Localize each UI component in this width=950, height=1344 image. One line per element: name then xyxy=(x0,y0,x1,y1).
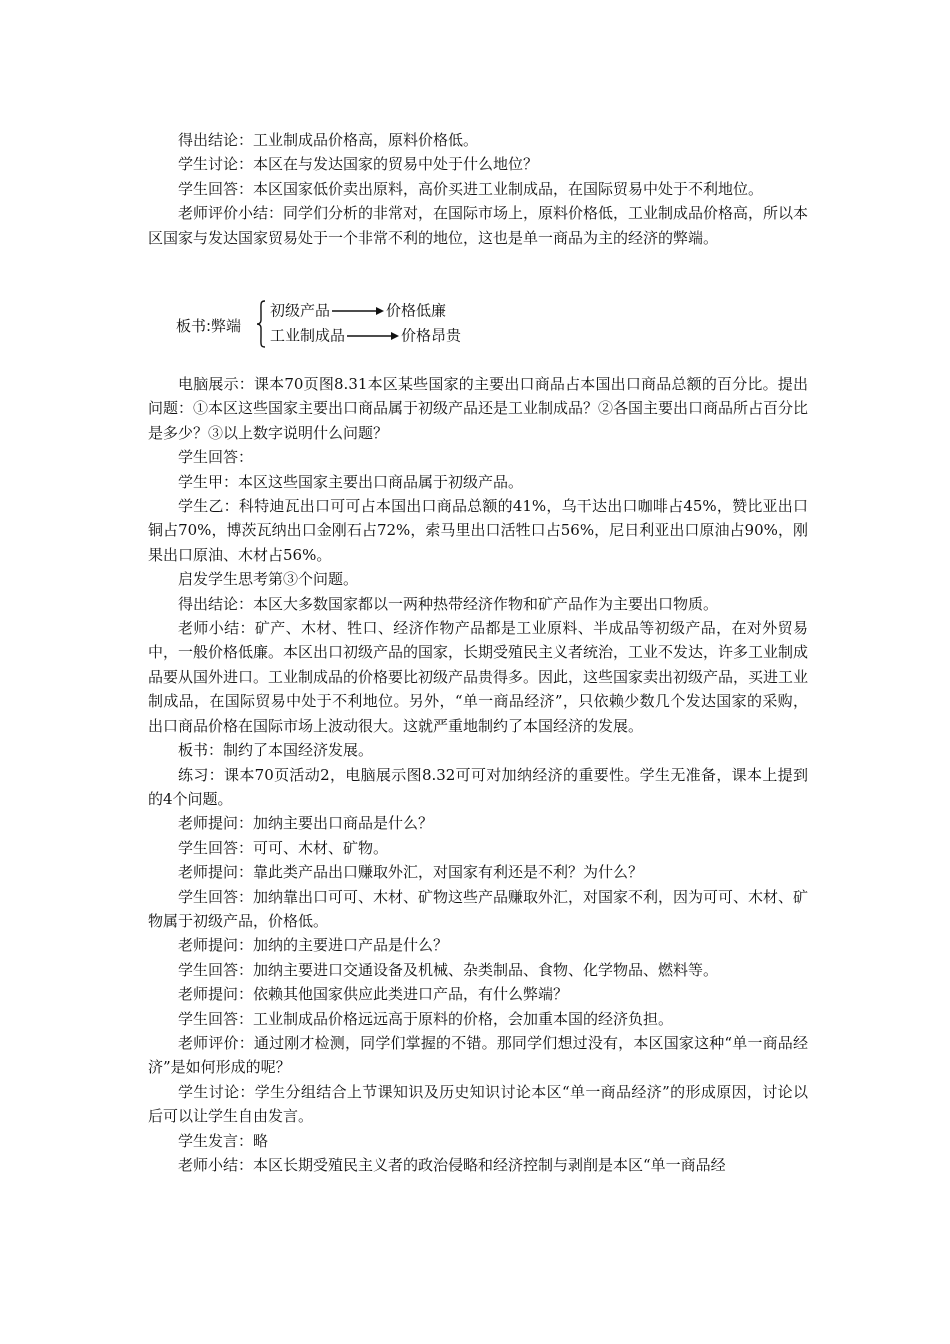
board-row-manufactured xyxy=(270,324,461,346)
paragraph: 学生发言：略 xyxy=(178,1131,269,1150)
paragraph: 学生乙：科特迪瓦出口可可占本国出口商品总额的41%，乌干达出口咖啡占45%，赞比亚出口铜占70%，博茨瓦纳出口金刚石占72%，索马里出口活牲口占56%，尼日利亚出口原油占90%，刚果出口原油、木材占56%。 xyxy=(148,497,808,564)
paragraph: 老师小结：本区长期受殖民主义者的政治侵略和经济控制与剥削是本区“单一商品经 xyxy=(178,1156,726,1174)
paragraph: 板书：制约了本国经济发展。 xyxy=(178,741,374,760)
board-label: 板书:弊端 xyxy=(176,317,242,335)
board-row-primary xyxy=(270,299,446,321)
text-block-top xyxy=(148,128,808,250)
arrow-right-icon xyxy=(347,331,399,341)
board-row1-left: 初级产品 xyxy=(270,301,331,320)
paragraph: 得出结论：本区大多数国家都以一两种热带经济作物和矿产品作为主要出口物质。 xyxy=(178,594,719,613)
paragraph: 学生回答：可可、木材、矿物。 xyxy=(178,838,389,857)
paragraph: 学生回答：本区国家低价卖出原料，高价买进工业制成品，在国际贸易中处于不利地位。 xyxy=(178,179,764,198)
paragraph: 老师提问：加纳的主要进口产品是什么？ xyxy=(178,936,449,955)
text-block-bottom xyxy=(148,372,808,1177)
paragraph: 启发学生思考第③个问题。 xyxy=(178,570,359,589)
paragraph: 得出结论：工业制成品价格高，原料价格低。 xyxy=(178,131,479,149)
paragraph: 老师小结：矿产、木材、牲口、经济作物产品都是工业原料、半成品等初级产品，在对外贸易中，一般价格低廉。本区出口初级产品的国家，长期受殖民主义者统治，工业不发达，许多工业制成品要从国外进口。工业制成品的价格要比初级产品贵得多。因此，这些国家卖出初级产品，买进工业制成品，在国际贸易中处于不利地位。另外，“单一商品经济”，只依赖少数几个发达国家的采购，出口商品价格在国际市场上波动很大。这就严重地制约了本国经济的发展。 xyxy=(148,619,809,735)
board-row2-left: 工业制成品 xyxy=(270,326,346,345)
paragraph: 学生讨论：学生分组结合上节课知识及历史知识讨论本区“单一商品经济”的形成原因，讨论以后可以让学生自由发言。 xyxy=(148,1082,808,1126)
paragraph: 老师评价小结：同学们分析的非常对，在国际市场上，原料价格低，工业制成品价格高，所以本区国家与发达国家贸易处于一个非常不利的地位，这也是单一商品为主的经济的弊端。 xyxy=(148,204,809,247)
arrow-right-icon xyxy=(332,306,384,316)
paragraph: 老师提问：依赖其他国家供应此类进口产品，有什么弊端？ xyxy=(178,985,569,1004)
paragraph: 电脑展示：课本70页图8.31本区某些国家的主要出口商品占本国出口商品总额的百分比。提出问题：①本区这些国家主要出口商品属于初级产品还是工业制成品？②各国主要出口商品所占百分比是多少？③以上数字说明什么问题？ xyxy=(148,375,809,442)
board-row1-right: 价格低廉 xyxy=(386,301,447,320)
paragraph: 老师提问：靠此类产品出口赚取外汇，对国家有利还是不利？为什么？ xyxy=(178,863,644,882)
paragraph: 老师提问：加纳主要出口商品是什么？ xyxy=(178,814,434,833)
board-row2-right: 价格昂贵 xyxy=(401,326,462,345)
paragraph: 学生回答： xyxy=(178,448,254,467)
paragraph: 学生回答：加纳主要进口交通设备及机械、杂类制品、食物、化学物品、燃料等。 xyxy=(178,960,719,979)
paragraph: 练习：课本70页活动2，电脑展示图8.32可可对加纳经济的重要性。学生无准备，课本上提到的4个问题。 xyxy=(148,765,808,808)
paragraph: 学生讨论：本区在与发达国家的贸易中处于什么地位？ xyxy=(178,155,539,174)
paragraph: 学生回答：工业制成品价格远远高于原料的价格，会加重本国的经济负担。 xyxy=(178,1009,674,1028)
paragraph: 学生甲：本区这些国家主要出口商品属于初级产品。 xyxy=(178,472,524,491)
curly-brace-icon xyxy=(256,300,266,348)
board-notes-figure xyxy=(176,299,496,351)
paragraph: 学生回答：加纳靠出口可可、木材、矿物这些产品赚取外汇，对国家不利，因为可可、木材、矿物属于初级产品，价格低。 xyxy=(148,887,809,930)
paragraph: 老师评价：通过刚才检测，同学们掌握的不错。那同学们想过没有，本区国家这种“单一商品经济”是如何形成的呢？ xyxy=(148,1033,808,1077)
